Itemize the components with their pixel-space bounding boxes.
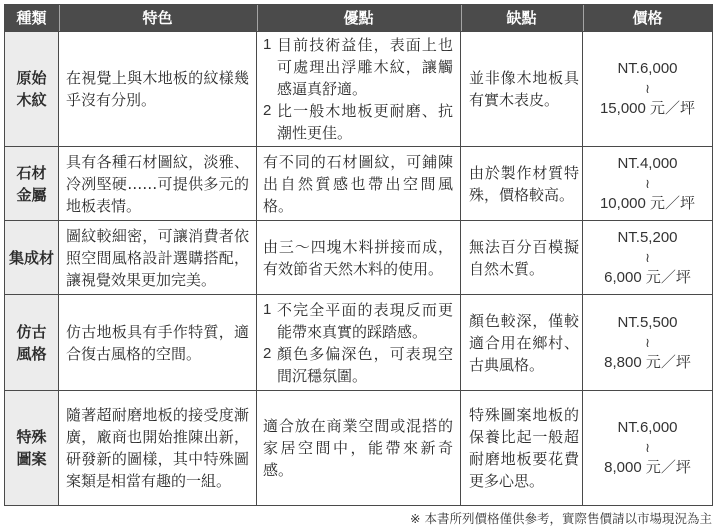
price-from: NT.5,500	[617, 313, 678, 331]
pros-cell: 適合放在商業空間或混搭的家居空間中，能帶來新奇感。	[257, 391, 461, 506]
feature-cell: 具有各種石材圖紋，淡雅、冷冽堅硬……可提供多元的地板表情。	[59, 147, 257, 221]
item-text: 比一般木地板更耐磨、抗潮性更佳。	[277, 102, 453, 142]
item-number: 1	[263, 36, 272, 53]
price-cell	[583, 32, 713, 147]
item-number: 1	[263, 300, 272, 318]
price-disclaimer-footnote: ※ 本書所列價格僅供參考，實際售價請以市場現況為主	[410, 511, 712, 526]
item-text: 顏色多偏深色，可表現空間沉穩氛圍。	[277, 344, 453, 385]
cons-cell: 特殊圖案地板的保養比起一般超耐磨地板要花費更多心思。	[461, 391, 583, 506]
feature-cell: 在視覺上與木地板的紋樣幾乎沒有分別。	[59, 32, 257, 147]
table-row	[5, 32, 713, 147]
type-cell	[5, 32, 59, 147]
pros-cell	[257, 295, 461, 391]
flooring-comparison-table	[4, 4, 713, 506]
price-separator: ≀	[645, 249, 650, 265]
price-to: 8,000 元／坪	[604, 459, 691, 476]
cons-cell: 由於製作材質特殊，價格較高。	[461, 147, 583, 221]
type-label: 原始木紋	[16, 69, 47, 109]
header-pros: 優點	[257, 5, 461, 32]
type-cell	[5, 147, 59, 221]
item-number: 2	[263, 102, 272, 119]
price-from: NT.6,000	[617, 60, 678, 77]
pros-cell: 由三～四塊木料拼接而成，有效節省天然木料的使用。	[257, 221, 461, 295]
pros-cell	[257, 32, 461, 147]
feature-cell: 隨著超耐磨地板的接受度漸廣，廠商也開始推陳出新，研發新的圖樣，其中特殊圖案類是相當有趣的一組。	[59, 391, 257, 506]
price-to: 15,000 元／坪	[599, 100, 696, 117]
price-to: 8,800 元／坪	[604, 353, 691, 371]
price-cell	[583, 391, 713, 506]
pros-item	[263, 343, 453, 387]
cons-cell: 顏色較深，僅較適合用在鄉村、古典風格。	[461, 295, 583, 391]
cons-cell: 無法百分百模擬自然木質。	[461, 221, 583, 295]
price-from: NT.4,000	[617, 154, 678, 172]
price-separator: ≀	[645, 440, 650, 455]
item-text: 目前技術益佳，表面上也可處理出浮雕木紋，讓觸感逼真舒適。	[277, 36, 453, 98]
item-text: 不完全平面的表現反而更能帶來真實的踩踏感。	[277, 300, 453, 341]
pros-item	[263, 34, 453, 100]
type-label: 仿古風格	[16, 322, 47, 363]
type-label: 集成材	[8, 248, 54, 267]
cons-cell: 並非像木地板具有實木表皮。	[461, 32, 583, 147]
header-price: 價格	[583, 5, 713, 32]
table-row	[5, 391, 713, 506]
type-cell	[5, 221, 59, 295]
type-cell	[5, 295, 59, 391]
header-type: 種類	[5, 5, 59, 32]
price-cell	[583, 295, 713, 391]
pros-cell: 有不同的石材圖紋，可鋪陳出自然質感也帶出空間風格。	[257, 147, 461, 221]
header-cons: 缺點	[461, 5, 583, 32]
price-cell	[583, 147, 713, 221]
pros-item	[263, 299, 453, 343]
price-to: 10,000 元／坪	[599, 194, 696, 212]
table-row	[5, 147, 713, 221]
price-from: NT.6,000	[617, 419, 678, 436]
feature-cell: 仿古地板具有手作特質，適合復古風格的空間。	[59, 295, 257, 391]
feature-cell: 圖紋較細密，可讓消費者依照空間風格設計選購搭配，讓視覺效果更加完美。	[59, 221, 257, 295]
price-cell	[583, 221, 713, 295]
pros-item	[263, 100, 453, 144]
price-separator: ≀	[645, 175, 650, 191]
type-label: 特殊圖案	[16, 428, 47, 468]
price-to: 6,000 元／坪	[604, 268, 691, 286]
table-row	[5, 221, 713, 295]
price-from: NT.5,200	[617, 228, 678, 246]
flooring-comparison-table-container	[4, 4, 712, 506]
price-separator: ≀	[645, 81, 650, 96]
header-feature: 特色	[59, 5, 257, 32]
type-label: 石材金屬	[16, 163, 47, 204]
table-row	[5, 295, 713, 391]
item-number: 2	[263, 344, 272, 362]
header-row	[5, 5, 713, 32]
price-separator: ≀	[645, 334, 650, 350]
type-cell	[5, 391, 59, 506]
